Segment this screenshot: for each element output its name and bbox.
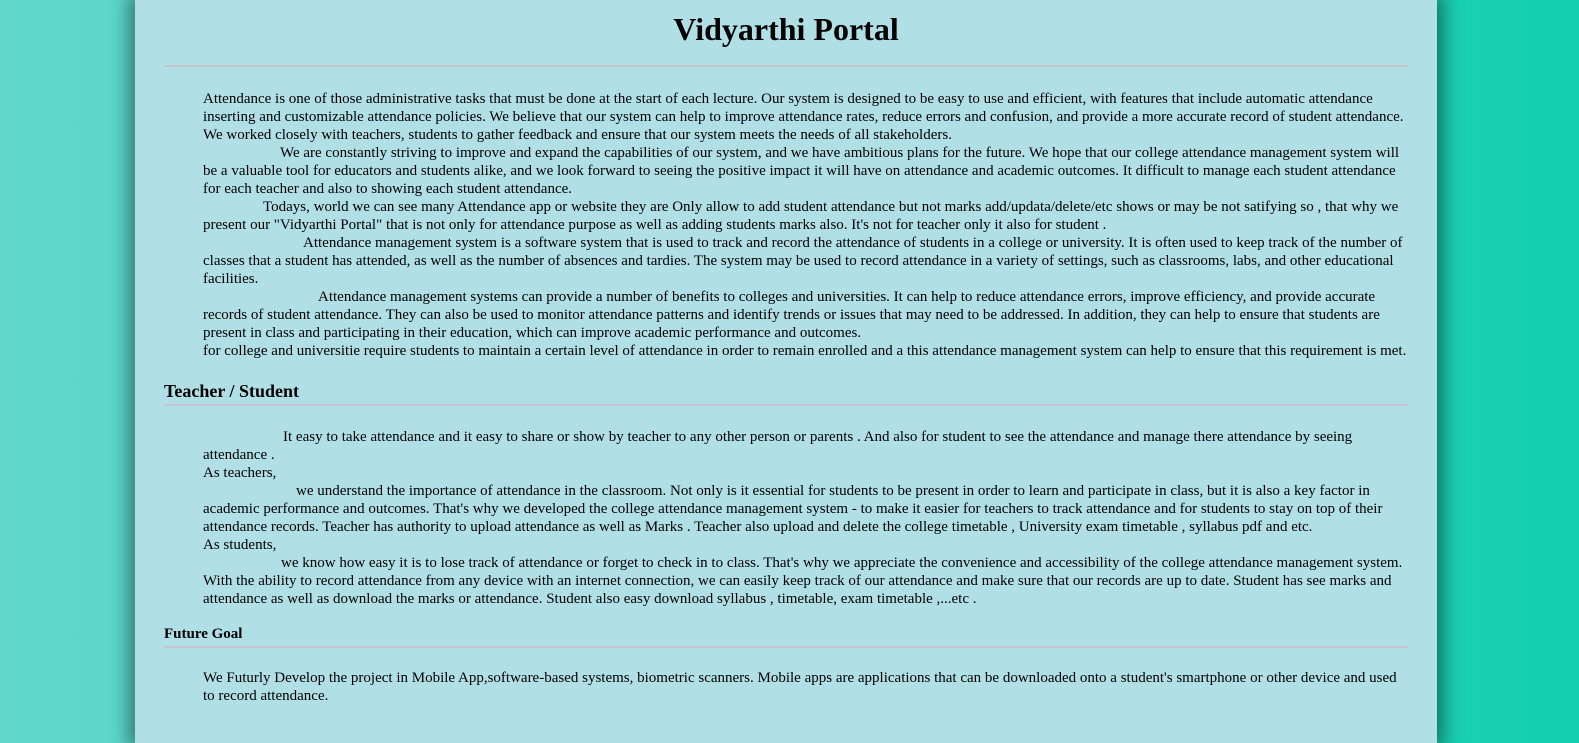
intro-paragraph: Todays, world we can see many Attendance app or website they are Only allow to add student attendance but not marks add/updata/delete/etc shows or may be not satifying so , that why we present our "Vidyarthi Portal" that is not only for attendance purpose as well as adding students marks also. It's not for teacher only it also for student . — [203, 199, 1399, 233]
intro-section — [135, 67, 1437, 360]
teacher-student-heading: Teacher / Student — [164, 381, 300, 401]
main-container — [135, 0, 1437, 743]
teacher-student-intro: It easy to take attendance and it easy to share or show by teacher to any other person or parents . And also for student to see the attendance and manage there attendance by seeing attendance . — [203, 429, 1353, 463]
intro-paragraph: Attendance is one of those administrative tasks that must be done at the start of each lecture. Our system is designed to be easy to use and efficient, with features that include automatic attendance inserting and customizable attendance policies. We believe that our system can help to improve attendance rates, reduce errors and confusion, and provide a more accurate record of student attendance. We worked closely with teachers, students to gather feedback and ensure that our system meets the needs of all stakeholders. — [203, 91, 1404, 143]
future-goal-heading: Future Goal — [164, 626, 243, 642]
page-title: Vidyarthi Portal — [673, 11, 899, 47]
teachers-text: we understand the importance of attendance in the classroom. Not only is it essential for students to be present in order to learn and participate in class, but it is also a key factor in academic performance and outcomes. That's why we developed the college attendance management system - to make it easier for teachers to track attendance and for students to stay on top of their attendance records. Teacher has authority to upload attendance as well as Marks . Teacher also upload and delete the college timetable , University exam timetable , syllabus pdf and etc. — [203, 483, 1383, 535]
intro-paragraph: We are constantly striving to improve and expand the capabilities of our system, and we have ambitious plans for the future. We hope that our college attendance management system will be a valuable tool for educators and students alike, and we look forward to seeing the positive impact it will have on attendance and academic outcomes. It difficult to manage each student attendance for each teacher and also to showing each student attendance. — [203, 145, 1400, 197]
intro-paragraph: Attendance management systems can provide a number of benefits to colleges and universities. It can help to reduce attendance errors, improve efficiency, and provide accurate records of student attendance. They can also be used to monitor attendance patterns and identify trends or issues that may need to be addressed. In addition, they can help to ensure that students are present in class and participating in their education, which can improve academic performance and outcomes. — [203, 289, 1380, 341]
teacher-student-section — [135, 406, 1437, 608]
future-goal-text: We Futurly Develop the project in Mobile App,software-based systems, biometric scanners. Mobile apps are applications that can be downloaded onto a student's smartphone or other device and used to record attendance. — [203, 670, 1397, 704]
students-label: As students, — [203, 537, 277, 553]
students-text: we know how easy it is to lose track of attendance or forget to check in to class. That's why we appreciate the convenience and accessibility of the college attendance management system. With the ability to record attendance from any device with an internet connection, we can easily keep track of our attendance and make sure that our records are up to date. Student has see marks and attendance as well as download the marks or attendance. Student also easy download syllabus , timetable, exam timetable ,...etc . — [203, 555, 1403, 607]
future-goal-section — [135, 648, 1437, 705]
intro-paragraph: Attendance management system is a software system that is used to track and record the attendance of students in a college or university. It is often used to keep track of the number of classes that a student has attended, as well as the number of absences and tardies. The system may be used to record attendance in a variety of settings, such as classrooms, labs, and other educational facilities. — [203, 235, 1403, 287]
intro-paragraph: for college and universitie require students to maintain a certain level of attendance in order to remain enrolled and a this attendance management system can help to ensure that this requirement is met. — [203, 343, 1407, 359]
teachers-label: As teachers, — [203, 465, 277, 481]
